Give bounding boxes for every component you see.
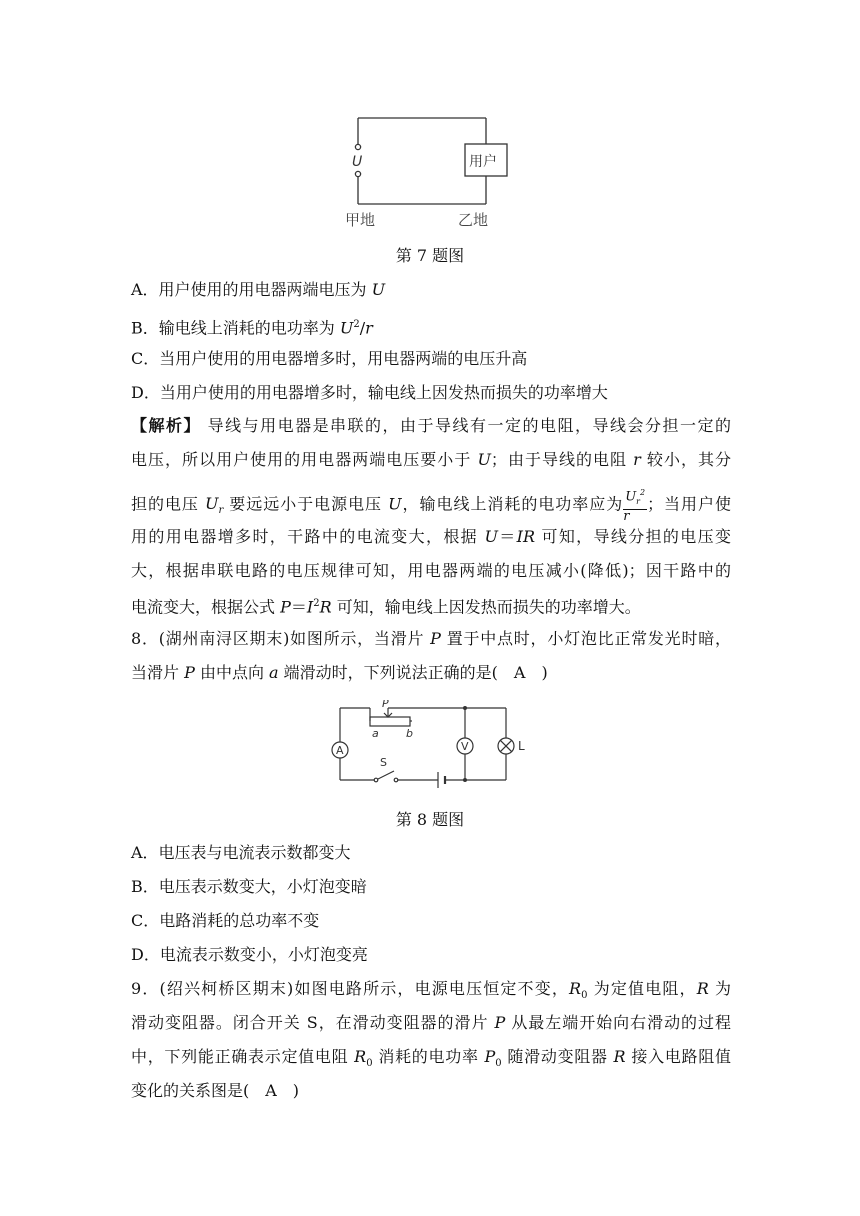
analysis-line-1: 【解析】 导线与用电器是串联的，由于导线有一定的电阻，导线会分担一定的 <box>131 416 731 435</box>
fig7-right-label: 乙地 <box>458 211 489 229</box>
power-fraction: $\frac{U_r^2}{r}$ <box>623 488 646 524</box>
lamp-label: L <box>518 739 525 753</box>
analysis-line-3: 担的电压 $U_r$ 要远远小于电源电压 U，输电线上消耗的电功率应为 $\frac{U_r^2}{r}$ ；当用户使 <box>131 488 731 524</box>
q9-stem-line-3: 中，下列能正确表示定值电阻 $R_0$ 消耗的电功率 $P_0$ 随滑动变阻器 R 接入电路阻值 <box>131 1047 731 1070</box>
rheostat-symbol <box>370 717 410 726</box>
q8-option-a: A．电压表与电流表示数都变大 <box>131 843 351 862</box>
rheostat-end-a: a <box>372 727 379 740</box>
switch-contact <box>394 778 398 782</box>
q9-stem-line-2: 滑动变阻器。闭合开关 S，在滑动变阻器的滑片 P 从最左端开始向右滑动的过程 <box>131 1013 731 1032</box>
ammeter-label: A <box>336 744 344 757</box>
junction-top <box>463 706 467 710</box>
q9-stem-line-4: 变化的关系图是( A ) <box>131 1081 300 1100</box>
fig7-terminal-bottom <box>355 171 360 176</box>
q8-stem-line-1: 8．(湖州南浔区期末)如图所示，当滑片 P 置于中点时，小灯泡比正常发光时暗， <box>131 629 731 648</box>
analysis-tag: 【解析】 <box>131 416 201 435</box>
switch-pivot <box>374 778 378 782</box>
q7-option-d: D．当用户使用的用电器增多时，输电线上因发热而损失的功率增大 <box>131 383 608 402</box>
slider-label: P <box>382 700 389 710</box>
junction-bottom <box>463 778 467 782</box>
analysis-line-4: 用的用电器增多时，干路中的电流变大，根据 U＝IR 可知，导线分担的电压变 <box>131 527 731 546</box>
q8-stem-line-2: 当滑片 P 由中点向 a 端滑动时，下列说法正确的是( A ) <box>131 663 548 682</box>
voltmeter-label: V <box>461 740 469 753</box>
q9-stem-line-1: 9．(绍兴柯桥区期末)如图电路所示，电源电压恒定不变，$R_0$ 为定值电阻，R 为 <box>131 979 731 1002</box>
fig7-voltage-label: U <box>352 154 363 170</box>
fig7-left-label: 甲地 <box>345 211 376 229</box>
q8-option-b: B．电压表示数变大，小灯泡变暗 <box>131 877 367 896</box>
q8-option-c: C．电路消耗的总功率不变 <box>131 911 320 930</box>
fig7-terminal-top <box>355 144 360 149</box>
analysis-line-6: 电流变大，根据公式 $P=I^2R$ 可知，输电线上因发热而损失的功率增大。 <box>131 597 641 617</box>
q7-option-b: B．输电线上消耗的电功率为 $U^2/r$ <box>131 318 373 338</box>
analysis-line-2: 电压，所以用户使用的用电器两端电压要小于 U；由于导线的电阻 r 较小，其分 <box>131 450 731 469</box>
switch-symbol <box>378 771 394 779</box>
analysis-line-5: 大，根据串联电路的电压规律可知，用电器两端的电压减小(降低)；因干路中的 <box>131 561 731 580</box>
figure-7-caption: 第 7 题图 <box>395 246 465 265</box>
figure-8-caption: 第 8 题图 <box>395 810 465 829</box>
q7-option-c: C．当用户使用的用电器增多时，用电器两端的电压升高 <box>131 349 528 368</box>
switch-label: S <box>380 756 387 769</box>
q8-option-d: D．电流表示数变小，小灯泡变亮 <box>131 945 368 964</box>
rheostat-end-b: b <box>406 727 413 740</box>
q7-option-a: A．用户使用的用电器两端电压为 U <box>131 280 386 299</box>
figure-7-circuit <box>340 112 510 230</box>
figure-8-circuit <box>326 700 538 792</box>
fig7-box-label: 用户 <box>469 154 497 170</box>
